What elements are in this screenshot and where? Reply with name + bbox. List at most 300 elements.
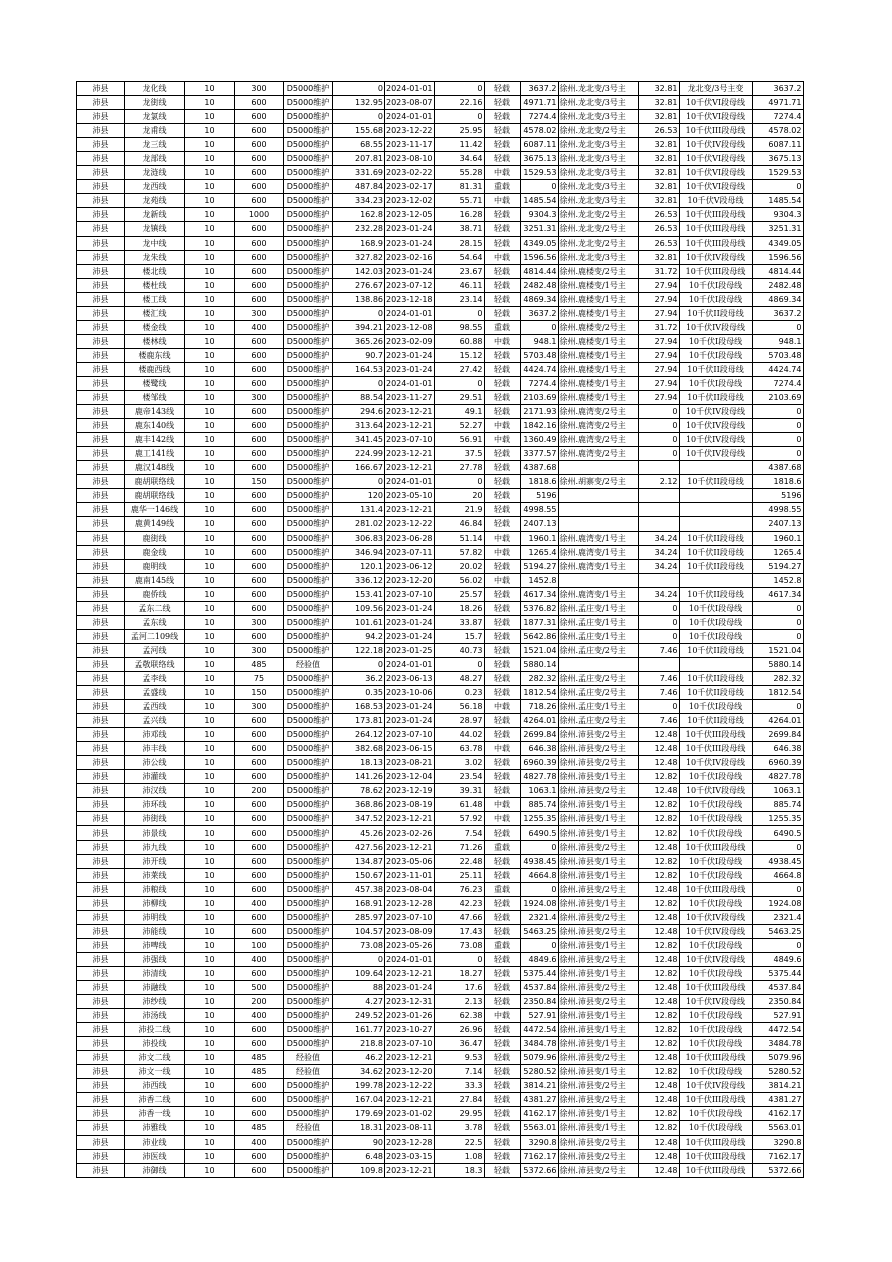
table-row: [77, 236, 804, 250]
available-capacity-cell: 4938.45: [752, 854, 803, 868]
margin-cell: 4349.05: [520, 236, 558, 250]
rating-cell: 600: [235, 601, 284, 615]
line-name-cell: 鹿帝143线: [125, 405, 185, 419]
source-cell: D5000维护: [284, 1149, 333, 1163]
busbar-cell: 10千伏I段母线: [679, 798, 752, 812]
substation-cell: 徐州.沛县变/1号主: [558, 938, 638, 952]
max-load-cell: 168.9: [333, 236, 385, 250]
voltage-cell: 10: [185, 489, 235, 503]
source-cell: D5000维护: [284, 376, 333, 390]
source-cell: D5000维护: [284, 405, 333, 419]
date-cell: 2023-08-11: [385, 1121, 435, 1135]
load-rate-cell: 0: [434, 306, 484, 320]
date-cell: 2023-06-28: [385, 531, 435, 545]
substation-cell: 徐州.沛县变/2号主: [558, 924, 638, 938]
transformer-rate-cell: 12.82: [638, 770, 679, 784]
available-capacity-cell: 4162.17: [752, 1107, 803, 1121]
substation-cell: 徐州.鹿湾变/1号主: [558, 587, 638, 601]
voltage-cell: 10: [185, 1079, 235, 1093]
date-cell: 2023-01-24: [385, 615, 435, 629]
source-cell: D5000维护: [284, 671, 333, 685]
county-cell: 沛县: [77, 770, 125, 784]
voltage-cell: 10: [185, 601, 235, 615]
max-load-cell: 0.35: [333, 686, 385, 700]
margin-cell: 4537.84: [520, 981, 558, 995]
date-cell: 2023-12-21: [385, 966, 435, 980]
county-cell: 沛县: [77, 938, 125, 952]
transformer-rate-cell: 32.81: [638, 166, 679, 180]
load-rate-cell: 22.16: [434, 96, 484, 110]
date-cell: 2023-01-25: [385, 643, 435, 657]
table-row: [77, 419, 804, 433]
source-cell: D5000维护: [284, 1135, 333, 1149]
voltage-cell: 10: [185, 391, 235, 405]
busbar-cell: 10千伏III段母线: [679, 742, 752, 756]
margin-cell: 4424.74: [520, 362, 558, 376]
busbar-cell: 10千伏III段母线: [679, 1093, 752, 1107]
busbar-cell: [679, 503, 752, 517]
date-cell: 2023-06-13: [385, 671, 435, 685]
voltage-cell: 10: [185, 405, 235, 419]
max-load-cell: 294.6: [333, 405, 385, 419]
transformer-rate-cell: 27.94: [638, 391, 679, 405]
max-load-cell: 306.83: [333, 531, 385, 545]
load-level-cell: 中载: [484, 433, 520, 447]
load-level-cell: 轻载: [484, 517, 520, 531]
load-level-cell: 轻载: [484, 671, 520, 685]
load-level-cell: 轻载: [484, 601, 520, 615]
margin-cell: 3814.21: [520, 1079, 558, 1093]
margin-cell: 3637.2: [520, 82, 558, 96]
voltage-cell: 10: [185, 194, 235, 208]
max-load-cell: 368.86: [333, 798, 385, 812]
busbar-cell: 10千伏II段母线: [679, 475, 752, 489]
line-name-cell: 沛投线: [125, 1037, 185, 1051]
county-cell: 沛县: [77, 264, 125, 278]
date-cell: 2023-08-10: [385, 152, 435, 166]
load-level-cell: 轻载: [484, 306, 520, 320]
busbar-cell: 10千伏IV段母线: [679, 952, 752, 966]
table-row: [77, 1121, 804, 1135]
rating-cell: 500: [235, 981, 284, 995]
source-cell: D5000维护: [284, 152, 333, 166]
source-cell: D5000维护: [284, 517, 333, 531]
available-capacity-cell: 7162.17: [752, 1149, 803, 1163]
transformer-rate-cell: 0: [638, 629, 679, 643]
substation-cell: 徐州.龙北变/2号主: [558, 222, 638, 236]
load-level-cell: 重载: [484, 180, 520, 194]
county-cell: 沛县: [77, 714, 125, 728]
transformer-rate-cell: 0: [638, 433, 679, 447]
load-level-cell: 轻载: [484, 362, 520, 376]
table-row: [77, 250, 804, 264]
substation-cell: 徐州.沛县变/1号主: [558, 868, 638, 882]
date-cell: 2023-01-26: [385, 1009, 435, 1023]
load-rate-cell: 61.48: [434, 798, 484, 812]
table-row: [77, 1009, 804, 1023]
rating-cell: 600: [235, 96, 284, 110]
voltage-cell: 10: [185, 854, 235, 868]
date-cell: 2023-07-12: [385, 278, 435, 292]
rating-cell: 600: [235, 1149, 284, 1163]
table-row: [77, 1107, 804, 1121]
table-row: [77, 82, 804, 96]
rating-cell: 600: [235, 376, 284, 390]
load-level-cell: 轻载: [484, 686, 520, 700]
margin-cell: 4869.34: [520, 292, 558, 306]
voltage-cell: 10: [185, 868, 235, 882]
max-load-cell: 132.95: [333, 96, 385, 110]
load-level-cell: 中载: [484, 334, 520, 348]
table-row: [77, 166, 804, 180]
date-cell: 2024-01-01: [385, 306, 435, 320]
transformer-rate-cell: 32.81: [638, 250, 679, 264]
load-level-cell: 轻载: [484, 208, 520, 222]
date-cell: 2023-05-10: [385, 489, 435, 503]
substation-cell: 徐州.沛县变/2号主: [558, 910, 638, 924]
source-cell: D5000维护: [284, 447, 333, 461]
max-load-cell: 346.94: [333, 545, 385, 559]
rating-cell: 600: [235, 334, 284, 348]
transformer-rate-cell: 12.82: [638, 1037, 679, 1051]
margin-cell: 1255.35: [520, 812, 558, 826]
transformer-rate-cell: 12.48: [638, 1135, 679, 1149]
transformer-rate-cell: 12.48: [638, 728, 679, 742]
rating-cell: 485: [235, 1065, 284, 1079]
load-level-cell: 中载: [484, 812, 520, 826]
transformer-rate-cell: 26.53: [638, 208, 679, 222]
county-cell: 沛县: [77, 194, 125, 208]
rating-cell: 400: [235, 320, 284, 334]
rating-cell: 485: [235, 657, 284, 671]
available-capacity-cell: 7274.4: [752, 110, 803, 124]
source-cell: D5000维护: [284, 910, 333, 924]
margin-cell: 4617.34: [520, 587, 558, 601]
transformer-rate-cell: 0: [638, 615, 679, 629]
load-rate-cell: 46.84: [434, 517, 484, 531]
load-rate-cell: 55.71: [434, 194, 484, 208]
county-cell: 沛县: [77, 391, 125, 405]
substation-cell: 徐州.沛县变/1号主: [558, 1023, 638, 1037]
county-cell: 沛县: [77, 587, 125, 601]
table-row: [77, 348, 804, 362]
load-level-cell: 中载: [484, 700, 520, 714]
county-cell: 沛县: [77, 433, 125, 447]
voltage-cell: 10: [185, 82, 235, 96]
table-body: [77, 82, 804, 1178]
substation-cell: 徐州.龙北变/3号主: [558, 166, 638, 180]
date-cell: 2023-01-24: [385, 714, 435, 728]
load-level-cell: 重载: [484, 882, 520, 896]
voltage-cell: 10: [185, 306, 235, 320]
transformer-rate-cell: 12.82: [638, 798, 679, 812]
load-rate-cell: 27.84: [434, 1093, 484, 1107]
available-capacity-cell: 5079.96: [752, 1051, 803, 1065]
max-load-cell: 150.67: [333, 868, 385, 882]
busbar-cell: 10千伏IV段母线: [679, 250, 752, 264]
source-cell: D5000维护: [284, 995, 333, 1009]
voltage-cell: 10: [185, 615, 235, 629]
date-cell: 2023-12-22: [385, 517, 435, 531]
busbar-cell: [679, 517, 752, 531]
county-cell: 沛县: [77, 250, 125, 264]
table-row: [77, 1051, 804, 1065]
date-cell: 2023-01-24: [385, 362, 435, 376]
margin-cell: 948.1: [520, 334, 558, 348]
line-name-cell: 沛业线: [125, 1135, 185, 1149]
transformer-rate-cell: 12.82: [638, 896, 679, 910]
margin-cell: 0: [520, 882, 558, 896]
load-rate-cell: 17.43: [434, 924, 484, 938]
available-capacity-cell: 2350.84: [752, 995, 803, 1009]
rating-cell: 600: [235, 1107, 284, 1121]
line-name-cell: 龙苑线: [125, 194, 185, 208]
table-row: [77, 152, 804, 166]
county-cell: 沛县: [77, 306, 125, 320]
source-cell: D5000维护: [284, 208, 333, 222]
max-load-cell: 36.2: [333, 671, 385, 685]
county-cell: 沛县: [77, 475, 125, 489]
substation-cell: [558, 489, 638, 503]
source-cell: D5000维护: [284, 952, 333, 966]
line-name-cell: 鹿胡联络线: [125, 475, 185, 489]
load-rate-cell: 26.96: [434, 1023, 484, 1037]
load-level-cell: 轻载: [484, 615, 520, 629]
load-level-cell: 中载: [484, 742, 520, 756]
county-cell: 沛县: [77, 559, 125, 573]
voltage-cell: 10: [185, 362, 235, 376]
rating-cell: 600: [235, 503, 284, 517]
transformer-rate-cell: 34.24: [638, 545, 679, 559]
rating-cell: 600: [235, 1163, 284, 1177]
busbar-cell: 10千伏IV段母线: [679, 910, 752, 924]
table-row: [77, 587, 804, 601]
transformer-rate-cell: 32.81: [638, 110, 679, 124]
county-cell: 沛县: [77, 1051, 125, 1065]
county-cell: 沛县: [77, 503, 125, 517]
county-cell: 沛县: [77, 1023, 125, 1037]
county-cell: 沛县: [77, 784, 125, 798]
available-capacity-cell: 4387.68: [752, 461, 803, 475]
date-cell: 2023-08-07: [385, 96, 435, 110]
busbar-cell: 10千伏IV段母线: [679, 138, 752, 152]
table-row: [77, 292, 804, 306]
source-cell: D5000维护: [284, 812, 333, 826]
transformer-rate-cell: 0: [638, 601, 679, 615]
voltage-cell: 10: [185, 756, 235, 770]
source-cell: D5000维护: [284, 615, 333, 629]
substation-cell: 徐州.沛县变/2号主: [558, 1079, 638, 1093]
source-cell: D5000维护: [284, 531, 333, 545]
load-rate-cell: 71.26: [434, 840, 484, 854]
available-capacity-cell: 1924.08: [752, 896, 803, 910]
county-cell: 沛县: [77, 1149, 125, 1163]
date-cell: 2023-10-06: [385, 686, 435, 700]
load-level-cell: 轻载: [484, 1037, 520, 1051]
voltage-cell: 10: [185, 236, 235, 250]
load-rate-cell: 62.38: [434, 1009, 484, 1023]
table-row: [77, 110, 804, 124]
available-capacity-cell: 0: [752, 840, 803, 854]
busbar-cell: 10千伏III段母线: [679, 124, 752, 138]
available-capacity-cell: 2407.13: [752, 517, 803, 531]
load-rate-cell: 33.87: [434, 615, 484, 629]
available-capacity-cell: 0: [752, 180, 803, 194]
rating-cell: 300: [235, 391, 284, 405]
table-row: [77, 742, 804, 756]
line-name-cell: 鹿华一146线: [125, 503, 185, 517]
transformer-rate-cell: 27.94: [638, 334, 679, 348]
margin-cell: 4814.44: [520, 264, 558, 278]
max-load-cell: 327.82: [333, 250, 385, 264]
table-row: [77, 938, 804, 952]
table-row: [77, 840, 804, 854]
table-row: [77, 798, 804, 812]
load-rate-cell: 11.42: [434, 138, 484, 152]
busbar-cell: 10千伏I段母线: [679, 854, 752, 868]
max-load-cell: 162.8: [333, 208, 385, 222]
line-name-cell: 沛九线: [125, 840, 185, 854]
county-cell: 沛县: [77, 362, 125, 376]
load-rate-cell: 42.23: [434, 896, 484, 910]
max-load-cell: 104.57: [333, 924, 385, 938]
rating-cell: 600: [235, 587, 284, 601]
max-load-cell: 68.55: [333, 138, 385, 152]
available-capacity-cell: 885.74: [752, 798, 803, 812]
voltage-cell: 10: [185, 545, 235, 559]
load-level-cell: 轻载: [484, 559, 520, 573]
county-cell: 沛县: [77, 208, 125, 222]
available-capacity-cell: 2103.69: [752, 391, 803, 405]
source-cell: D5000维护: [284, 714, 333, 728]
rating-cell: 600: [235, 405, 284, 419]
county-cell: 沛县: [77, 278, 125, 292]
available-capacity-cell: 0: [752, 601, 803, 615]
available-capacity-cell: 0: [752, 882, 803, 896]
substation-cell: 徐州.沛县变/2号主: [558, 1163, 638, 1177]
rating-cell: 600: [235, 166, 284, 180]
available-capacity-cell: 7274.4: [752, 376, 803, 390]
transformer-rate-cell: 12.48: [638, 742, 679, 756]
load-level-cell: 轻载: [484, 475, 520, 489]
line-name-cell: 楼工线: [125, 292, 185, 306]
available-capacity-cell: 3637.2: [752, 306, 803, 320]
max-load-cell: 4.27: [333, 995, 385, 1009]
busbar-cell: 10千伏III段母线: [679, 264, 752, 278]
busbar-cell: 10千伏I段母线: [679, 700, 752, 714]
load-rate-cell: 27.78: [434, 461, 484, 475]
load-rate-cell: 16.28: [434, 208, 484, 222]
load-rate-cell: 39.31: [434, 784, 484, 798]
max-load-cell: 109.8: [333, 1163, 385, 1177]
transformer-rate-cell: 32.81: [638, 96, 679, 110]
table-row: [77, 615, 804, 629]
margin-cell: 4998.55: [520, 503, 558, 517]
line-name-cell: 楼林线: [125, 334, 185, 348]
margin-cell: 3484.78: [520, 1037, 558, 1051]
transformer-rate-cell: 0: [638, 405, 679, 419]
busbar-cell: 10千伏III段母线: [679, 208, 752, 222]
line-name-cell: 楼杜线: [125, 278, 185, 292]
load-level-cell: 轻载: [484, 1135, 520, 1149]
load-rate-cell: 18.3: [434, 1163, 484, 1177]
busbar-cell: 10千伏IV段母线: [679, 433, 752, 447]
available-capacity-cell: 1452.8: [752, 573, 803, 587]
available-capacity-cell: 4827.78: [752, 770, 803, 784]
available-capacity-cell: 6087.11: [752, 138, 803, 152]
load-level-cell: 重载: [484, 840, 520, 854]
load-rate-cell: 0: [434, 952, 484, 966]
rating-cell: 600: [235, 264, 284, 278]
source-cell: D5000维护: [284, 503, 333, 517]
county-cell: 沛县: [77, 1037, 125, 1051]
max-load-cell: 78.62: [333, 784, 385, 798]
line-name-cell: 沛雅线: [125, 1121, 185, 1135]
margin-cell: 5372.66: [520, 1163, 558, 1177]
available-capacity-cell: 2699.84: [752, 728, 803, 742]
available-capacity-cell: 1485.54: [752, 194, 803, 208]
transformer-rate-cell: [638, 657, 679, 671]
busbar-cell: 10千伏VI段母线: [679, 110, 752, 124]
transformer-rate-cell: 12.82: [638, 1023, 679, 1037]
transformer-rate-cell: 32.81: [638, 180, 679, 194]
rating-cell: 600: [235, 924, 284, 938]
busbar-cell: 10千伏III段母线: [679, 1135, 752, 1149]
date-cell: 2023-02-26: [385, 826, 435, 840]
transformer-rate-cell: 12.48: [638, 1163, 679, 1177]
load-level-cell: 轻载: [484, 1079, 520, 1093]
line-name-cell: 鹿街线: [125, 531, 185, 545]
source-cell: 经验值: [284, 1121, 333, 1135]
substation-cell: 徐州.沛县变/1号主: [558, 1037, 638, 1051]
source-cell: D5000维护: [284, 686, 333, 700]
load-rate-cell: 20.02: [434, 559, 484, 573]
load-level-cell: 轻载: [484, 1023, 520, 1037]
line-name-cell: 楼北线: [125, 264, 185, 278]
substation-cell: 徐州.鹿湾变/1号主: [558, 531, 638, 545]
source-cell: D5000维护: [284, 475, 333, 489]
busbar-cell: 10千伏I段母线: [679, 615, 752, 629]
busbar-cell: 10千伏I段母线: [679, 826, 752, 840]
available-capacity-cell: 4664.8: [752, 868, 803, 882]
line-name-cell: 孟河二109线: [125, 629, 185, 643]
max-load-cell: 155.68: [333, 124, 385, 138]
county-cell: 沛县: [77, 629, 125, 643]
rating-cell: 300: [235, 700, 284, 714]
table-row: [77, 671, 804, 685]
busbar-cell: 10千伏II段母线: [679, 559, 752, 573]
line-name-cell: 沛邓线: [125, 728, 185, 742]
voltage-cell: 10: [185, 1051, 235, 1065]
source-cell: D5000维护: [284, 559, 333, 573]
line-name-cell: 鹿汉148线: [125, 461, 185, 475]
max-load-cell: 0: [333, 110, 385, 124]
load-level-cell: 轻载: [484, 629, 520, 643]
voltage-cell: 10: [185, 334, 235, 348]
date-cell: 2023-01-24: [385, 264, 435, 278]
load-level-cell: 轻载: [484, 461, 520, 475]
margin-cell: 2321.4: [520, 910, 558, 924]
rating-cell: 600: [235, 292, 284, 306]
max-load-cell: 334.23: [333, 194, 385, 208]
table-row: [77, 714, 804, 728]
transformer-rate-cell: 12.48: [638, 952, 679, 966]
max-load-cell: 0: [333, 376, 385, 390]
date-cell: 2023-11-27: [385, 391, 435, 405]
substation-cell: [558, 517, 638, 531]
margin-cell: 1485.54: [520, 194, 558, 208]
voltage-cell: 10: [185, 770, 235, 784]
